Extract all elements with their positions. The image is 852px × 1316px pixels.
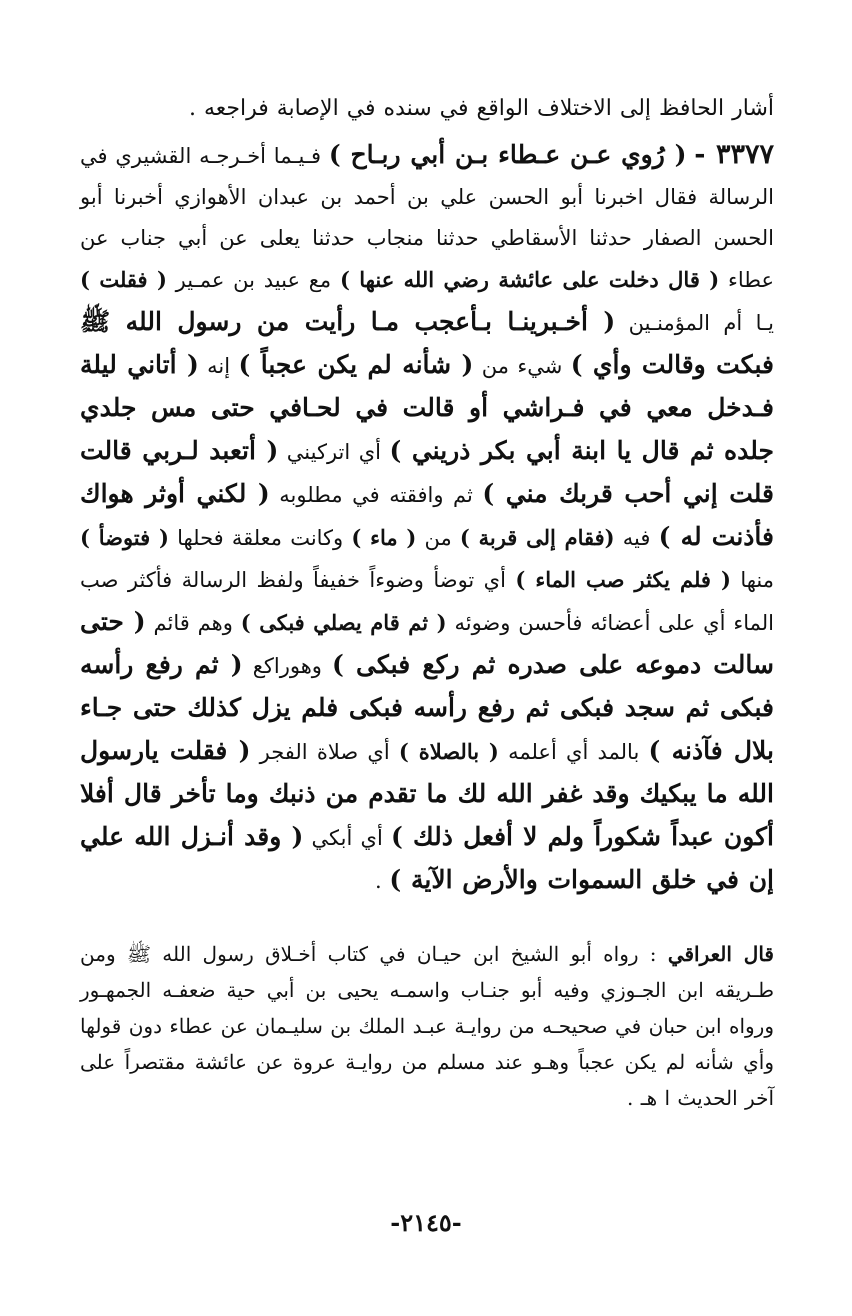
hadith-quote: ( لكني أوثر هواك فأذنت له ) (80, 479, 774, 551)
commentary: أي صلاة الفجر (259, 740, 390, 764)
commentary: أي أبكي (311, 826, 383, 850)
hadith-quote: ( أتعبد لـربي قالت قلت إني أحب قربك مني ) (80, 436, 774, 508)
commentary: منها (740, 568, 775, 592)
hadith-quote: ( وقد أنـزل الله علي إن في خلق السموات والأرض الآية ) (80, 822, 774, 894)
iraqi-note (80, 936, 774, 1116)
commentary: إنه (207, 354, 231, 378)
hadith-quote: ( فتوضأ ) (80, 525, 169, 550)
hadith-heading: ( رُوي عـن عـطاء بـن أبي ربـاح ) (328, 140, 687, 169)
note-label: قال العراقي (667, 942, 774, 966)
hadith-quote: ( أتاني ليلة فـدخل معي في فـراشي أو قالت في لحـافي حتى مس جلدي جلده ثم قال يا ابنة أبي بكر ذريني ) (80, 350, 774, 465)
commentary: أي توضأ وضوءاً خفيفاً ولفظ الرسالة فأكثر صب الماء أي على أعضائه فأحسن وضوئه (80, 568, 774, 635)
full-stop: . (375, 869, 382, 893)
hadith-quote: ( حتى سالت دموعه على صدره ثم ركع فبكى ) (80, 607, 774, 679)
hadith-quote: ( ثم رفع رأسه فبكى ثم سجد فبكى ثم رفع رأسه فبكى فلم يزل كذلك حتى جـاء بلال فآذنه ) (80, 650, 774, 765)
hadith-quote: ( ثم قام يصلي فبكى ) (240, 610, 447, 635)
commentary: شيء من (481, 354, 563, 378)
note-text: : رواه أبو الشيخ ابن حيـان في كتاب أخـلاق رسول الله ﷺ ومن طـريقه ابن الجـوزي وفيه أبو جنـاب واسمـه يحيى بن أبي حية ضعفـه الجمهـور ورواه ابن حبان في صحيحـه من روايـة عبـد الملك بن سليـمان عن عطاء دون قولها وأي شأنه لم يكن عجباً وهـو عند مسلم من روايـة عروة عن عائشة مقتصراً على آخر الحديث ا هـ . (80, 942, 774, 1110)
commentary: فيه (622, 526, 651, 550)
commentary: وهوراكع (252, 654, 322, 678)
commentary: مع عبيد بن عمـير (175, 268, 332, 292)
intro-line: أشار الحافظ إلى الاختلاف الواقع في سنده في الإصابة فراجعه . (188, 96, 774, 121)
hadith-quote: ( فقلت ) (80, 267, 167, 292)
commentary: فـيـما أخـرجـه القشيري في الرسالة فقال اخبرنا أبو الحسن علي بن أحمد بن عبدان الأهوازي أخبرنا أبو الحسن الصفار حدثنا الأسقاطي حدثنا منجاب حدثنا يعلى عن أبي جناب عن عطاء (80, 144, 774, 292)
page-number: -٢١٤٥- (390, 1208, 462, 1237)
commentary: ثم وافقته في مطلوبه (279, 483, 473, 507)
hadith-quote: ( فقلت يارسول الله ما يبكيك وقد غفر الله لك ما تقدم من ذنبك وما تأخر قال أفلا أكون عبداً شكوراً ولم لا أفعل ذلك ) (80, 736, 774, 851)
hadith-quote: ( أخـبرينـا بـأعجب مـا رأيت من رسول الله ﷺ فبكت وقالت وأي ) (80, 307, 774, 379)
hadith-quote: ( فلم يكثر صب الماء ) (515, 567, 731, 592)
commentary: وكانت معلقة فحلها (177, 526, 344, 550)
hadith-quote: (فقام إلى قربة ) (459, 525, 615, 550)
commentary: بالمد أي أعلمه (508, 740, 640, 764)
commentary: أي اتركيني (286, 440, 381, 464)
commentary: من (424, 526, 452, 550)
commentary: وهم قائم (153, 611, 233, 635)
hadith-quote: ( قال دخلت على عائشة رضي الله عنها ) (339, 267, 720, 292)
commentary: يـا أم المؤمنـين (628, 311, 774, 335)
hadith-quote: ( بالصلاة ) (398, 739, 499, 764)
hadith-quote: ( ماء ) (351, 525, 417, 550)
hadith-number: ٣٣٧٧ - (694, 139, 774, 170)
hadith-entry (80, 134, 774, 902)
hadith-quote: ( شأنه لم يكن عجباً ) (238, 350, 474, 379)
